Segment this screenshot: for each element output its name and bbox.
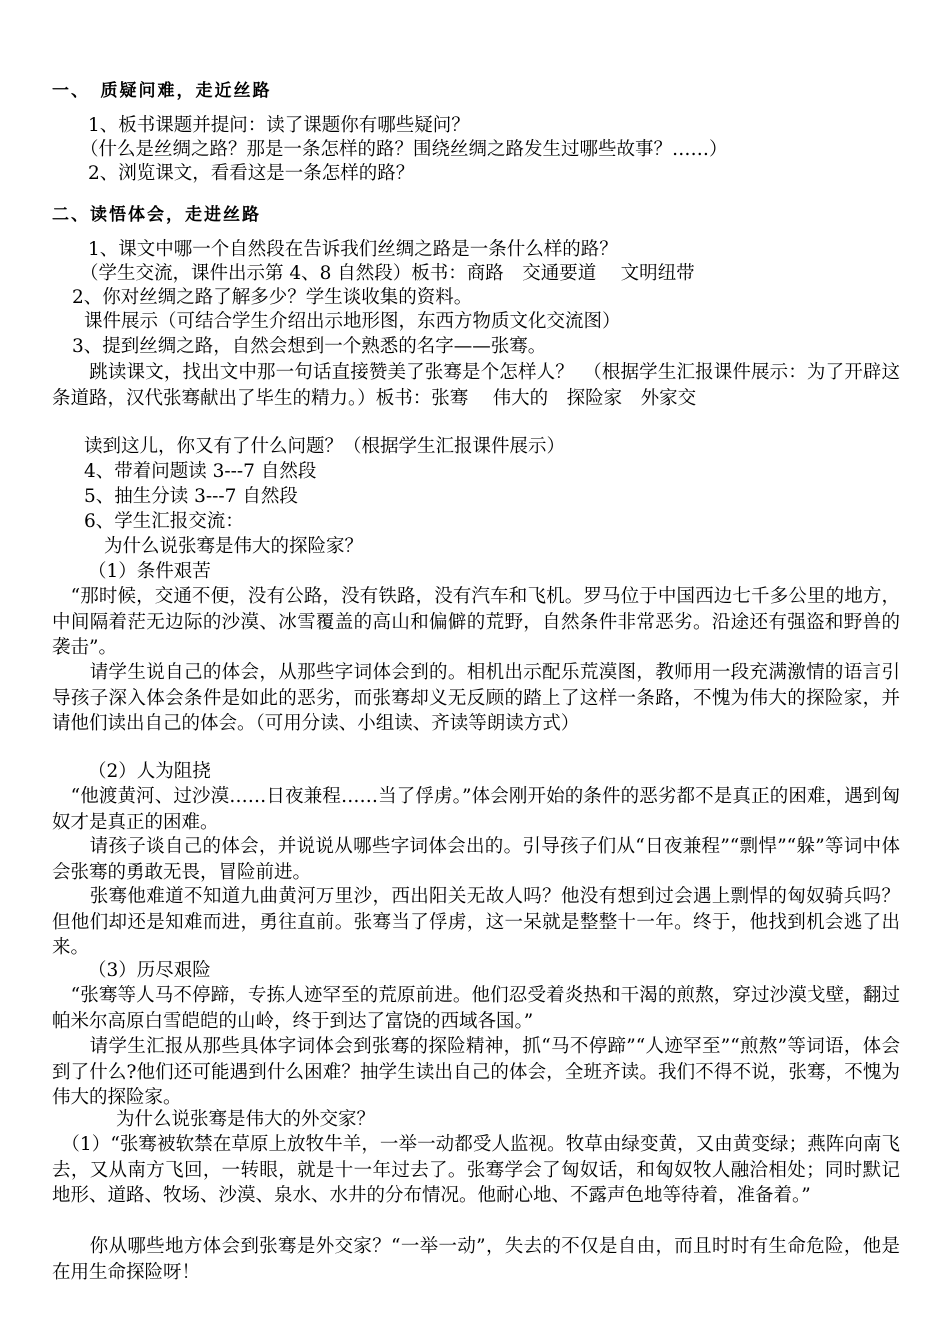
subheading-2: （2）人为阻挠	[88, 761, 211, 782]
paragraph-8: 请学生汇报从那些具体字词体会到张骞的探险精神，抓“马不停蹄”“人迹罕至”“煎熬”等词语，体会到了什么?他们还可能遇到什么困难？抽学生读出自己的体会，全班齐读。我们不得不说，张骞，不愧为伟大的探险家。	[52, 1036, 900, 1108]
paragraph-2: “那时候，交通不便，没有公路，没有铁路，没有汽车和飞机。罗马位于中国西边七千多公里的地方，中间隔着茫无边际的沙漠、冰雪覆盖的高山和偏僻的荒野，自然条件非常恶劣。沿途还有强盗和野兽的袭击”。	[52, 586, 900, 658]
section-2-line-1: 1、课文中哪一个自然段在告诉我们丝绸之路是一条什么样的路？	[88, 239, 618, 260]
paragraph-9: （1）“张骞被软禁在草原上放牧牛羊，一举一动都受人监视。牧草由绿变黄，又由黄变绿；燕阵向南飞去，又从南方飞回，一转眼，就是十一年过去了。张骞学会了匈奴话，和匈奴牧人融洽相处；同时默记地形、道路、牧场、沙漠、泉水、水井的分布情况。他耐心地、不露声色地等待着，准备着。”	[52, 1134, 900, 1206]
section-2-line-2: （学生交流，课件出示第 4、8 自然段）板书：商路 交通要道 文明纽带	[80, 263, 695, 284]
paragraph-10: 你从哪些地方体会到张骞是外交家？“一举一动”，失去的不仅是自由，而且时时有生命危险，他是在用生命探险呀！	[52, 1236, 900, 1283]
paragraph-6: 张骞他难道不知道九曲黄河万里沙，西出阳关无故人吗？他没有想到过会遇上剽悍的匈奴骑兵吗？但他们却还是知难而进，勇往直前。张骞当了俘虏，这一呆就是整整十一年。终于，他找到机会逃了出来。	[52, 886, 900, 958]
section-1-line-3: 2、浏览课文，看看这是一条怎样的路？	[88, 163, 415, 184]
step-5-line: 5、抽生分读 3---7 自然段	[84, 486, 298, 507]
paragraph-4: “他渡黄河、过沙漠……日夜兼程……当了俘虏。”体会刚开始的条件的恶劣都不是真正的困难，遇到匈奴才是真正的困难。	[52, 786, 900, 833]
step-4-line: 4、带着问题读 3---7 自然段	[84, 461, 317, 482]
section-2-heading: 二、读悟体会，走进丝路	[52, 205, 261, 225]
subheading-3: （3）历尽艰险	[88, 960, 211, 981]
subheading-1: （1）条件艰苦	[88, 561, 211, 582]
question-line: 读到这儿，你又有了什么问题？（根据学生汇报课件展示）	[84, 436, 566, 457]
paragraph-5: 请孩子谈自己的体会，并说说从哪些字词体会出的。引导孩子们从“日夜兼程”“剽悍”“躲”等词中体会张骞的勇敢无畏，冒险前进。	[52, 836, 900, 883]
explorer-question: 为什么说张骞是伟大的探险家？	[104, 536, 364, 557]
section-1-line-2: （什么是丝绸之路？那是一条怎样的路？围绕丝绸之路发生过哪些故事？……）	[80, 139, 728, 160]
diplomat-question: 为什么说张骞是伟大的外交家？	[116, 1109, 376, 1130]
section-2-line-4: 课件展示（可结合学生介绍出示地形图，东西方物质文化交流图）	[84, 311, 621, 332]
section-2-line-3: 2、你对丝绸之路了解多少？学生谈收集的资料。	[72, 287, 473, 308]
step-6-line: 6、学生汇报交流：	[84, 511, 244, 532]
section-2-line-5: 3、提到丝绸之路，自然会想到一个熟悉的名字——张骞。	[72, 336, 547, 357]
section-1-line-1: 1、板书课题并提问：读了课题你有哪些疑问？	[88, 115, 470, 136]
paragraph-7: “张骞等人马不停蹄，专拣人迹罕至的荒原前进。他们忍受着炎热和干渴的煎熬，穿过沙漠戈壁，翻过帕米尔高原白雪皑皑的山岭，终于到达了富饶的西域各国。”	[52, 985, 900, 1032]
paragraph-1: 跳读课文，找出文中那一句话直接赞美了张骞是个怎样人？ （根据学生汇报课件展示：为了开辟这条道路，汉代张骞献出了毕生的精力。）板书：张骞 伟大的 探险家 外家交	[52, 362, 900, 409]
paragraph-3: 请学生说自己的体会，从那些字词体会到的。相机出示配乐荒漠图，教师用一段充满激情的语言引导孩子深入体会条件是如此的恶劣，而张骞却义无反顾的踏上了这样一条路，不愧为伟大的探险家，并请他们读出自己的体会。（可用分读、小组读、齐读等朗读方式）	[52, 662, 900, 734]
section-1-heading: 一、 质疑问难，走近丝路	[52, 81, 272, 101]
